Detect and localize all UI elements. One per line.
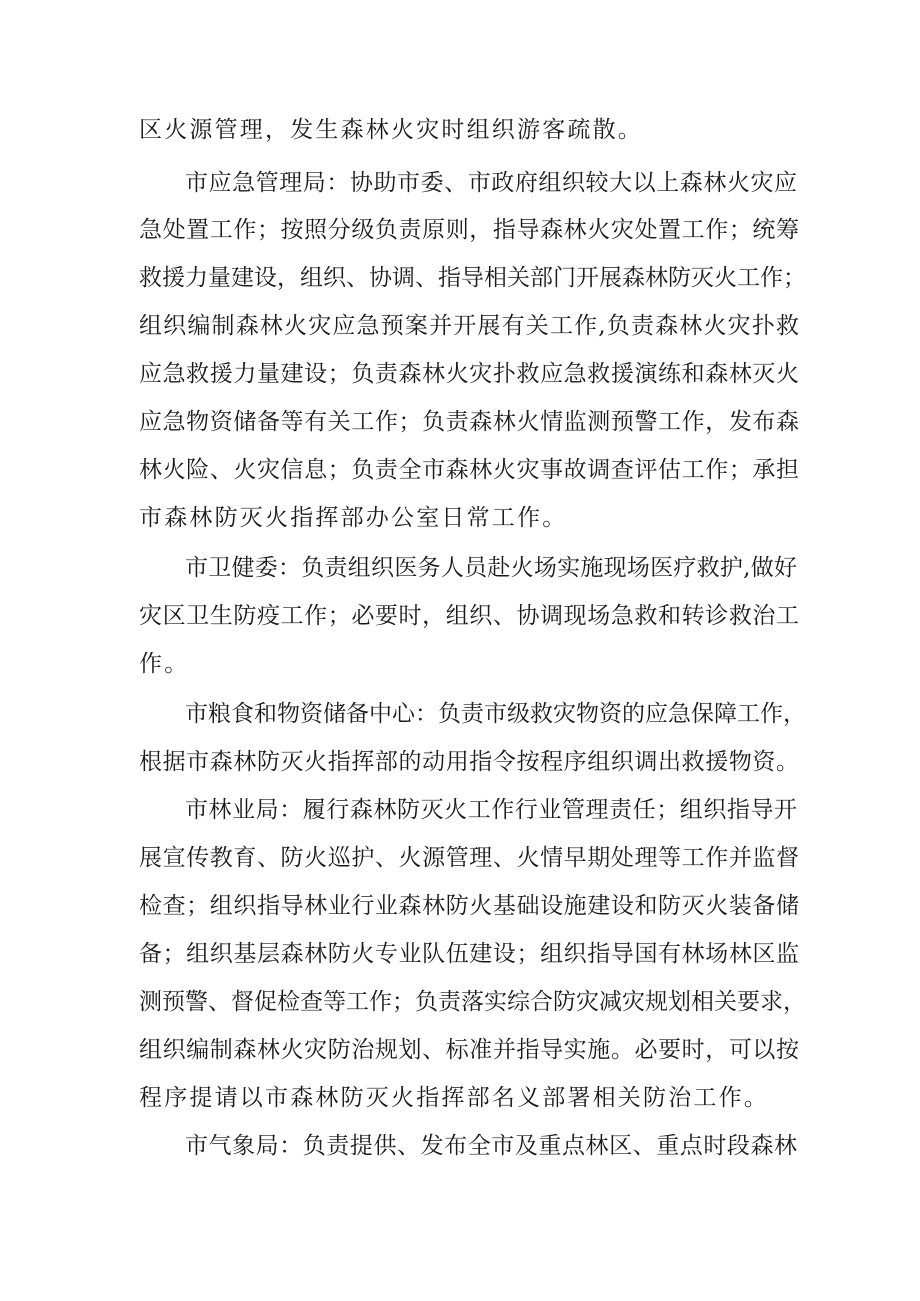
text-line-2: 市应急管理局：协助市委、市政府组织较大以上森林火灾应 [185,170,797,196]
text-line-4: 救援力量建设，组织、协调、指导相关部门开展森林防灭火工作； [139,265,806,291]
text-line-15: 市林业局：履行森林防灭火工作行业管理责任；组织指导开 [185,797,797,823]
text-line-11: 灾区卫生防疫工作；必要时，组织、协调现场急救和转诊救治工 [139,603,799,629]
text-line-10: 市卫健委：负责组织医务人员赴火场实施现场医疗救护,做好 [185,555,797,581]
text-line-12: 作。 [139,651,190,677]
text-line-8: 林火险、火灾信息；负责全市森林火灾事故调查评估工作；承担 [139,457,799,483]
text-line-17: 检查；组织指导林业行业森林防火基础设施建设和防灭火装备储 [139,893,799,919]
text-line-7: 应急物资储备等有关工作；负责森林火情监测预警工作，发布森 [139,409,799,435]
text-line-13: 市粮食和物资储备中心：负责市级救灾物资的应急保障工作， [185,701,806,727]
text-line-19: 测预警、督促检查等工作；负责落实综合防灾减灾规划相关要求， [139,989,806,1015]
text-line-21: 程序提请以市森林防灭火指挥部名义部署相关防治工作。 [139,1085,769,1111]
text-line-9: 市森林防灭火指挥部办公室日常工作。 [139,505,568,531]
text-line-5: 组织编制森林火灾应急预案并开展有关工作,负责森林火灾扑救 [139,313,799,339]
text-line-14: 根据市森林防灭火指挥部的动用指令按程序组织调出救援物资。 [139,749,799,775]
text-line-22: 市气象局：负责提供、发布全市及重点林区、重点时段森林 [185,1133,797,1159]
text-line-3: 急处置工作；按照分级负责原则，指导森林火灾处置工作；统筹 [139,217,799,243]
text-line-18: 备；组织基层森林防火专业队伍建设；组织指导国有林场林区监 [139,941,799,967]
text-line-20: 组织编制森林火灾防治规划、标准并指导实施。必要时，可以按 [139,1037,799,1063]
text-line-16: 展宣传教育、防火巡护、火源管理、火情早期处理等工作并监督 [139,845,799,871]
text-line-1: 区火源管理，发生森林火灾时组织游客疏散。 [139,117,643,143]
text-line-6: 应急救援力量建设；负责森林火灾扑救应急救援演练和森林灭火 [139,361,799,387]
